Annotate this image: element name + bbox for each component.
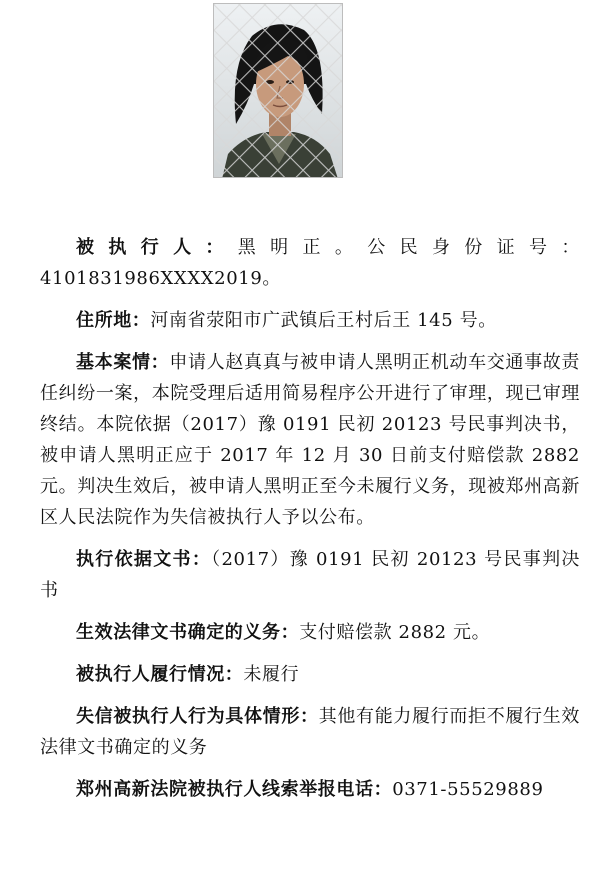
basis-value: （2017）豫 0191 民初 20123 号民事判决书 [40,549,581,601]
obligation-line [40,617,580,648]
address-label: 住所地： [76,310,151,331]
name-value: 黑明正。公民身份证号：4101831986XXXX2019。 [40,237,580,289]
obligation-value: 支付赔偿款 2882 元。 [299,622,491,643]
address-line [40,305,580,336]
performance-value: 未履行 [243,664,300,685]
hotline-value: 0371-55529889 [392,779,544,800]
hotline-label: 郑州高新法院被执行人线索举报电话： [76,779,393,800]
basis-label: 执行依据文书： [76,549,212,570]
notice-body [40,232,580,816]
case-value: 申请人赵真真与被申请人黑明正机动车交通事故责任纠纷一案，本院受理后适用简易程序公开进行了审理，现已审理终结。本院依据（2017）豫 0191 民初 20123 号民事判决书，被申请人黑明正应于 2017 年 12 月 30 日前支付赔偿款 2882 元。判决生效后，被申请人黑明正至今未履行义务，现被郑州高新区人民法院作为失信被执行人予以公布。 [40,352,581,528]
hotline-line [40,774,580,805]
performance-line [40,659,580,690]
basis-line [40,544,580,606]
name-line [40,232,580,294]
address-value: 河南省荥阳市广武镇后王村后王 145 号。 [150,310,497,331]
performance-label: 被执行人履行情况： [76,664,244,685]
name-label: 被执行人： [76,237,238,258]
case-paragraph [40,347,580,533]
case-label: 基本案情： [76,352,170,373]
dishonest-value: 其他有能力履行而拒不履行生效法律文书确定的义务 [40,706,580,758]
obligation-label: 生效法律文书确定的义务： [76,622,300,643]
dishonest-label: 失信被执行人行为具体情形： [76,706,319,727]
dishonest-paragraph [40,701,580,763]
person-photo [213,3,343,178]
